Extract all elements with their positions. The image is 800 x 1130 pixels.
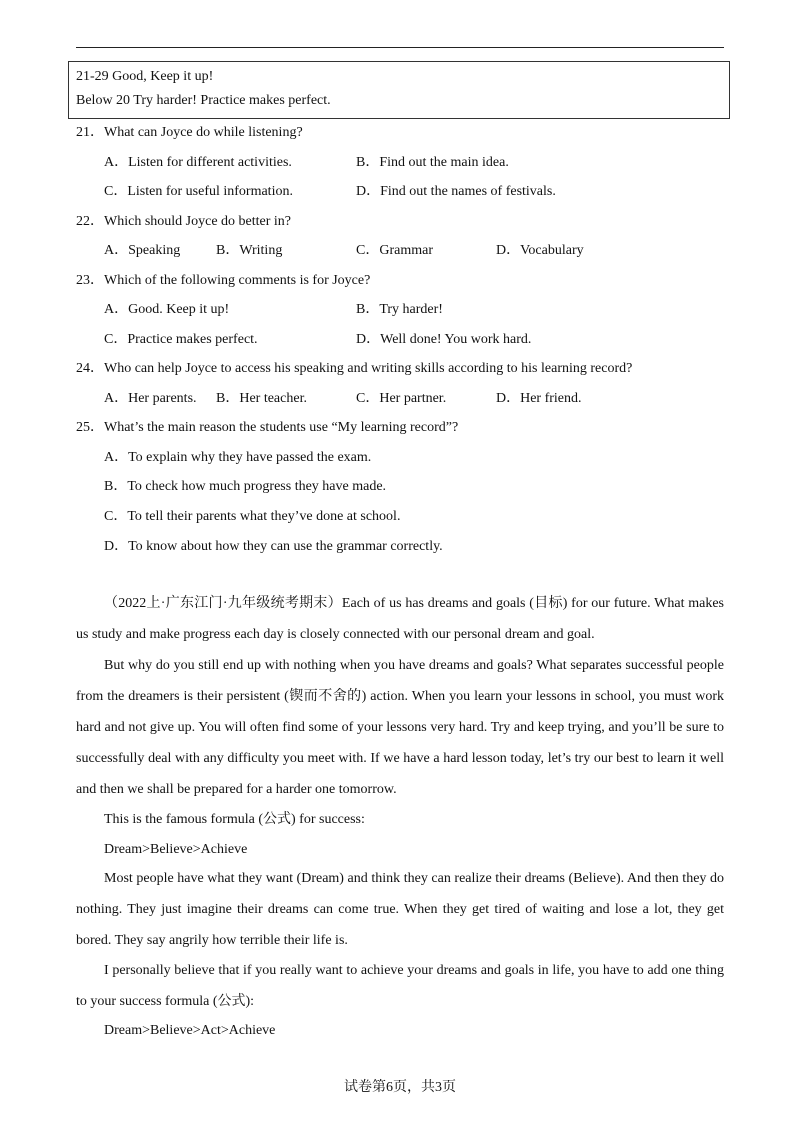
q22-option-d: D．Vocabulary [496, 243, 584, 258]
question-23: 23．Which of the following comments is for Joyce? [76, 273, 371, 288]
question-25: 25．What’s the main reason the students use “My learning record”? [76, 420, 459, 435]
q22-option-a: A．Speaking [104, 243, 181, 258]
q24-option-d: D．Her friend. [496, 391, 582, 406]
passage-text-5: Most people have what they want (Dream) and think they can realize their dreams (Believe). And then they do nothing. They just imagine their dreams can come true. When they get tired of waiting and lose a lot, they get bored. They say angrily how terrible their life is. [76, 871, 724, 948]
q21-option-b: B．Find out the main idea. [356, 155, 509, 170]
passage-paragraph-5 [76, 863, 724, 956]
q21-option-a: A．Listen for different activities. [104, 155, 292, 170]
q23-option-a: A．Good. Keep it up! [104, 302, 230, 317]
q21-option-c: C．Listen for useful information. [104, 184, 293, 199]
question-24: 24．Who can help Joyce to access his speaking and writing skills according to his learning record? [76, 361, 633, 376]
q25-option-b: B．To check how much progress they have made. [104, 479, 387, 494]
q21-option-d: D．Find out the names of festivals. [356, 184, 556, 199]
score-line-2: Below 20 Try harder! Practice makes perfect. [76, 93, 331, 108]
passage-formula-2: Dream>Believe>Act>Achieve [104, 1023, 276, 1038]
q23-option-c: C．Practice makes perfect. [104, 332, 258, 347]
page-footer: 试卷第6页，共3页 [344, 1080, 456, 1095]
q22-option-c: C．Grammar [356, 243, 433, 258]
question-22: 22．Which should Joyce do better in? [76, 214, 292, 229]
q23-option-b: B．Try harder! [356, 302, 443, 317]
q22-option-b: B．Writing [216, 243, 283, 258]
passage-text-6: I personally believe that if you really want to achieve your dreams and goals in life, you have to add one thing to your success formula (公式): [76, 963, 724, 1009]
header-rule [76, 47, 724, 48]
q25-option-a: A．To explain why they have passed the exam. [104, 450, 372, 465]
passage-formula-1: Dream>Believe>Achieve [104, 842, 248, 857]
question-21: 21．What can Joyce do while listening? [76, 125, 303, 140]
score-line-1: 21-29 Good, Keep it up! [76, 69, 214, 84]
passage-paragraph-1 [76, 588, 724, 650]
passage-text-1: （2022上·广东江门·九年级统考期末）Each of us has dreams and goals (目标) for our future. What makes us study and make progress each day is closely connected with our personal dream and goal. [76, 596, 724, 642]
q25-option-d: D．To know about how they can use the grammar correctly. [104, 539, 443, 554]
q24-option-b: B．Her teacher. [216, 391, 307, 406]
passage-text-2: But why do you still end up with nothing when you have dreams and goals? What separates successful people from the dreamers is their persistent (锲而不舍的) action. When you learn your lessons in school, you must work hard and not give up. You will often find some of your lessons very hard. Try and keep trying, and you’ll be sure to successfully deal with any difficulty you meet with. If we have a hard lesson today, let’s try our best to learn it well and then we shall be prepared for a harder one tomorrow. [76, 658, 724, 797]
passage-formula-intro: This is the famous formula (公式) for success: [104, 812, 365, 827]
q25-option-c: C．To tell their parents what they’ve done at school. [104, 509, 401, 524]
passage-paragraph-2 [76, 650, 724, 805]
q24-option-a: A．Her parents. [104, 391, 197, 406]
score-box [68, 61, 730, 119]
q24-option-c: C．Her partner. [356, 391, 447, 406]
q23-option-d: D．Well done! You work hard. [356, 332, 532, 347]
passage-paragraph-6 [76, 955, 724, 1017]
